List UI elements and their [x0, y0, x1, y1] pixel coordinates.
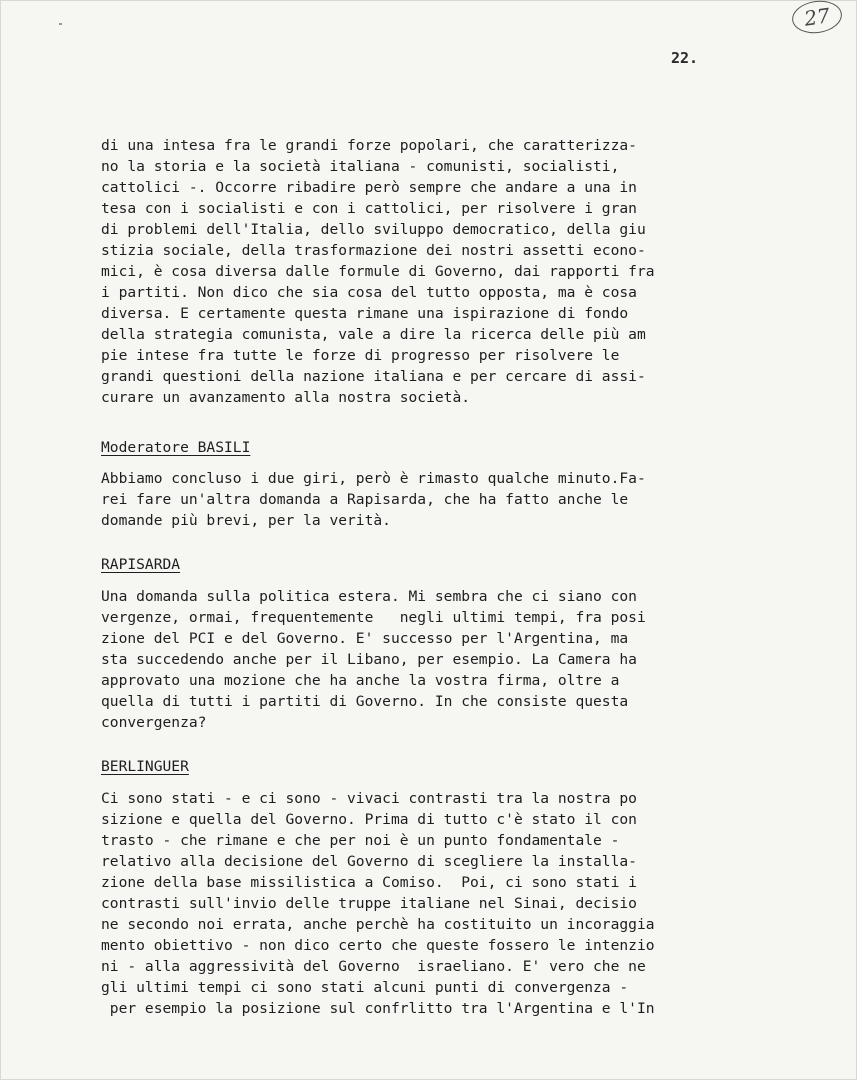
- speaker-heading-berlinguer: BERLINGUER: [101, 758, 189, 775]
- scan-speckle: [59, 23, 62, 25]
- page-number: 22.: [671, 49, 699, 67]
- speaker-heading-basili: Moderatore BASILI: [101, 439, 251, 456]
- paragraph-basili: Abbiamo concluso i due giri, però è rimasto qualche minuto.Fa- rei fare un'altra domanda a Rapisarda, che ha fatto anche le domande più brevi, per la verità.: [101, 470, 646, 529]
- paragraph-rapisarda: Una domanda sulla politica estera. Mi sembra che ci siano con vergenze, ormai, frequentemente negli ultimi tempi, fra posi zione del PCI e del Governo. E' successo per l'Argentina, ma sta succedendo anche per il Libano, per esempio. La Camera ha approvato una mozione che ha anche la vostra firma, oltre a quella di tutti i partiti di Governo. In che consiste questa convergenza?: [101, 588, 646, 731]
- speaker-heading-rapisarda: RAPISARDA: [101, 556, 181, 573]
- archive-mark: 27: [790, 0, 844, 36]
- paragraph-berlinguer: Ci sono stati - e ci sono - vivaci contrasti tra la nostra po sizione e quella del Governo. Prima di tutto c'è stato il con trasto - che rimane e che per noi è un punto fondamentale - relativo alla decisione del Governo di scegliere la installa- zione della base missilistica a Comiso. Poi, ci sono stati i contrasti sull'invio delle truppe italiane nel Sinai, decisio ne secondo noi errata, anche perchè ha costituito un incoraggia mento obiettivo - non dico certo che queste fossero le intenzio ni - alla aggressività del Governo israeliano. E' vero che ne gli ultimi tempi ci sono stati alcuni punti di convergenza - per esempio la posizione sul confrlitto tra l'Argentina e l'In: [101, 790, 655, 1017]
- paragraph-intro: di una intesa fra le grandi forze popolari, che caratterizza- no la storia e la società italiana - comunisti, socialisti, cattolici -. Occorre ribadire però sempre che andare a una in tesa con i socialisti e con i cattolici, per risolvere i gran di problemi dell'Italia, dello sviluppo democratico, della giu stizia sociale, della trasformazione dei nostri assetti econo- mici, è cosa diversa dalle formule di Governo, dai rapporti fra i partiti. Non dico che sia cosa del tutto opposta, ma è cosa diversa. E certamente questa rimane una ispirazione di fondo della strategia comunista, vale a dire la ricerca delle più am pie intese fra tutte le forze di progresso per risolvere le grandi questioni della nazione italiana e per cercare di assi- curare un avanzamento alla nostra società.: [101, 137, 655, 406]
